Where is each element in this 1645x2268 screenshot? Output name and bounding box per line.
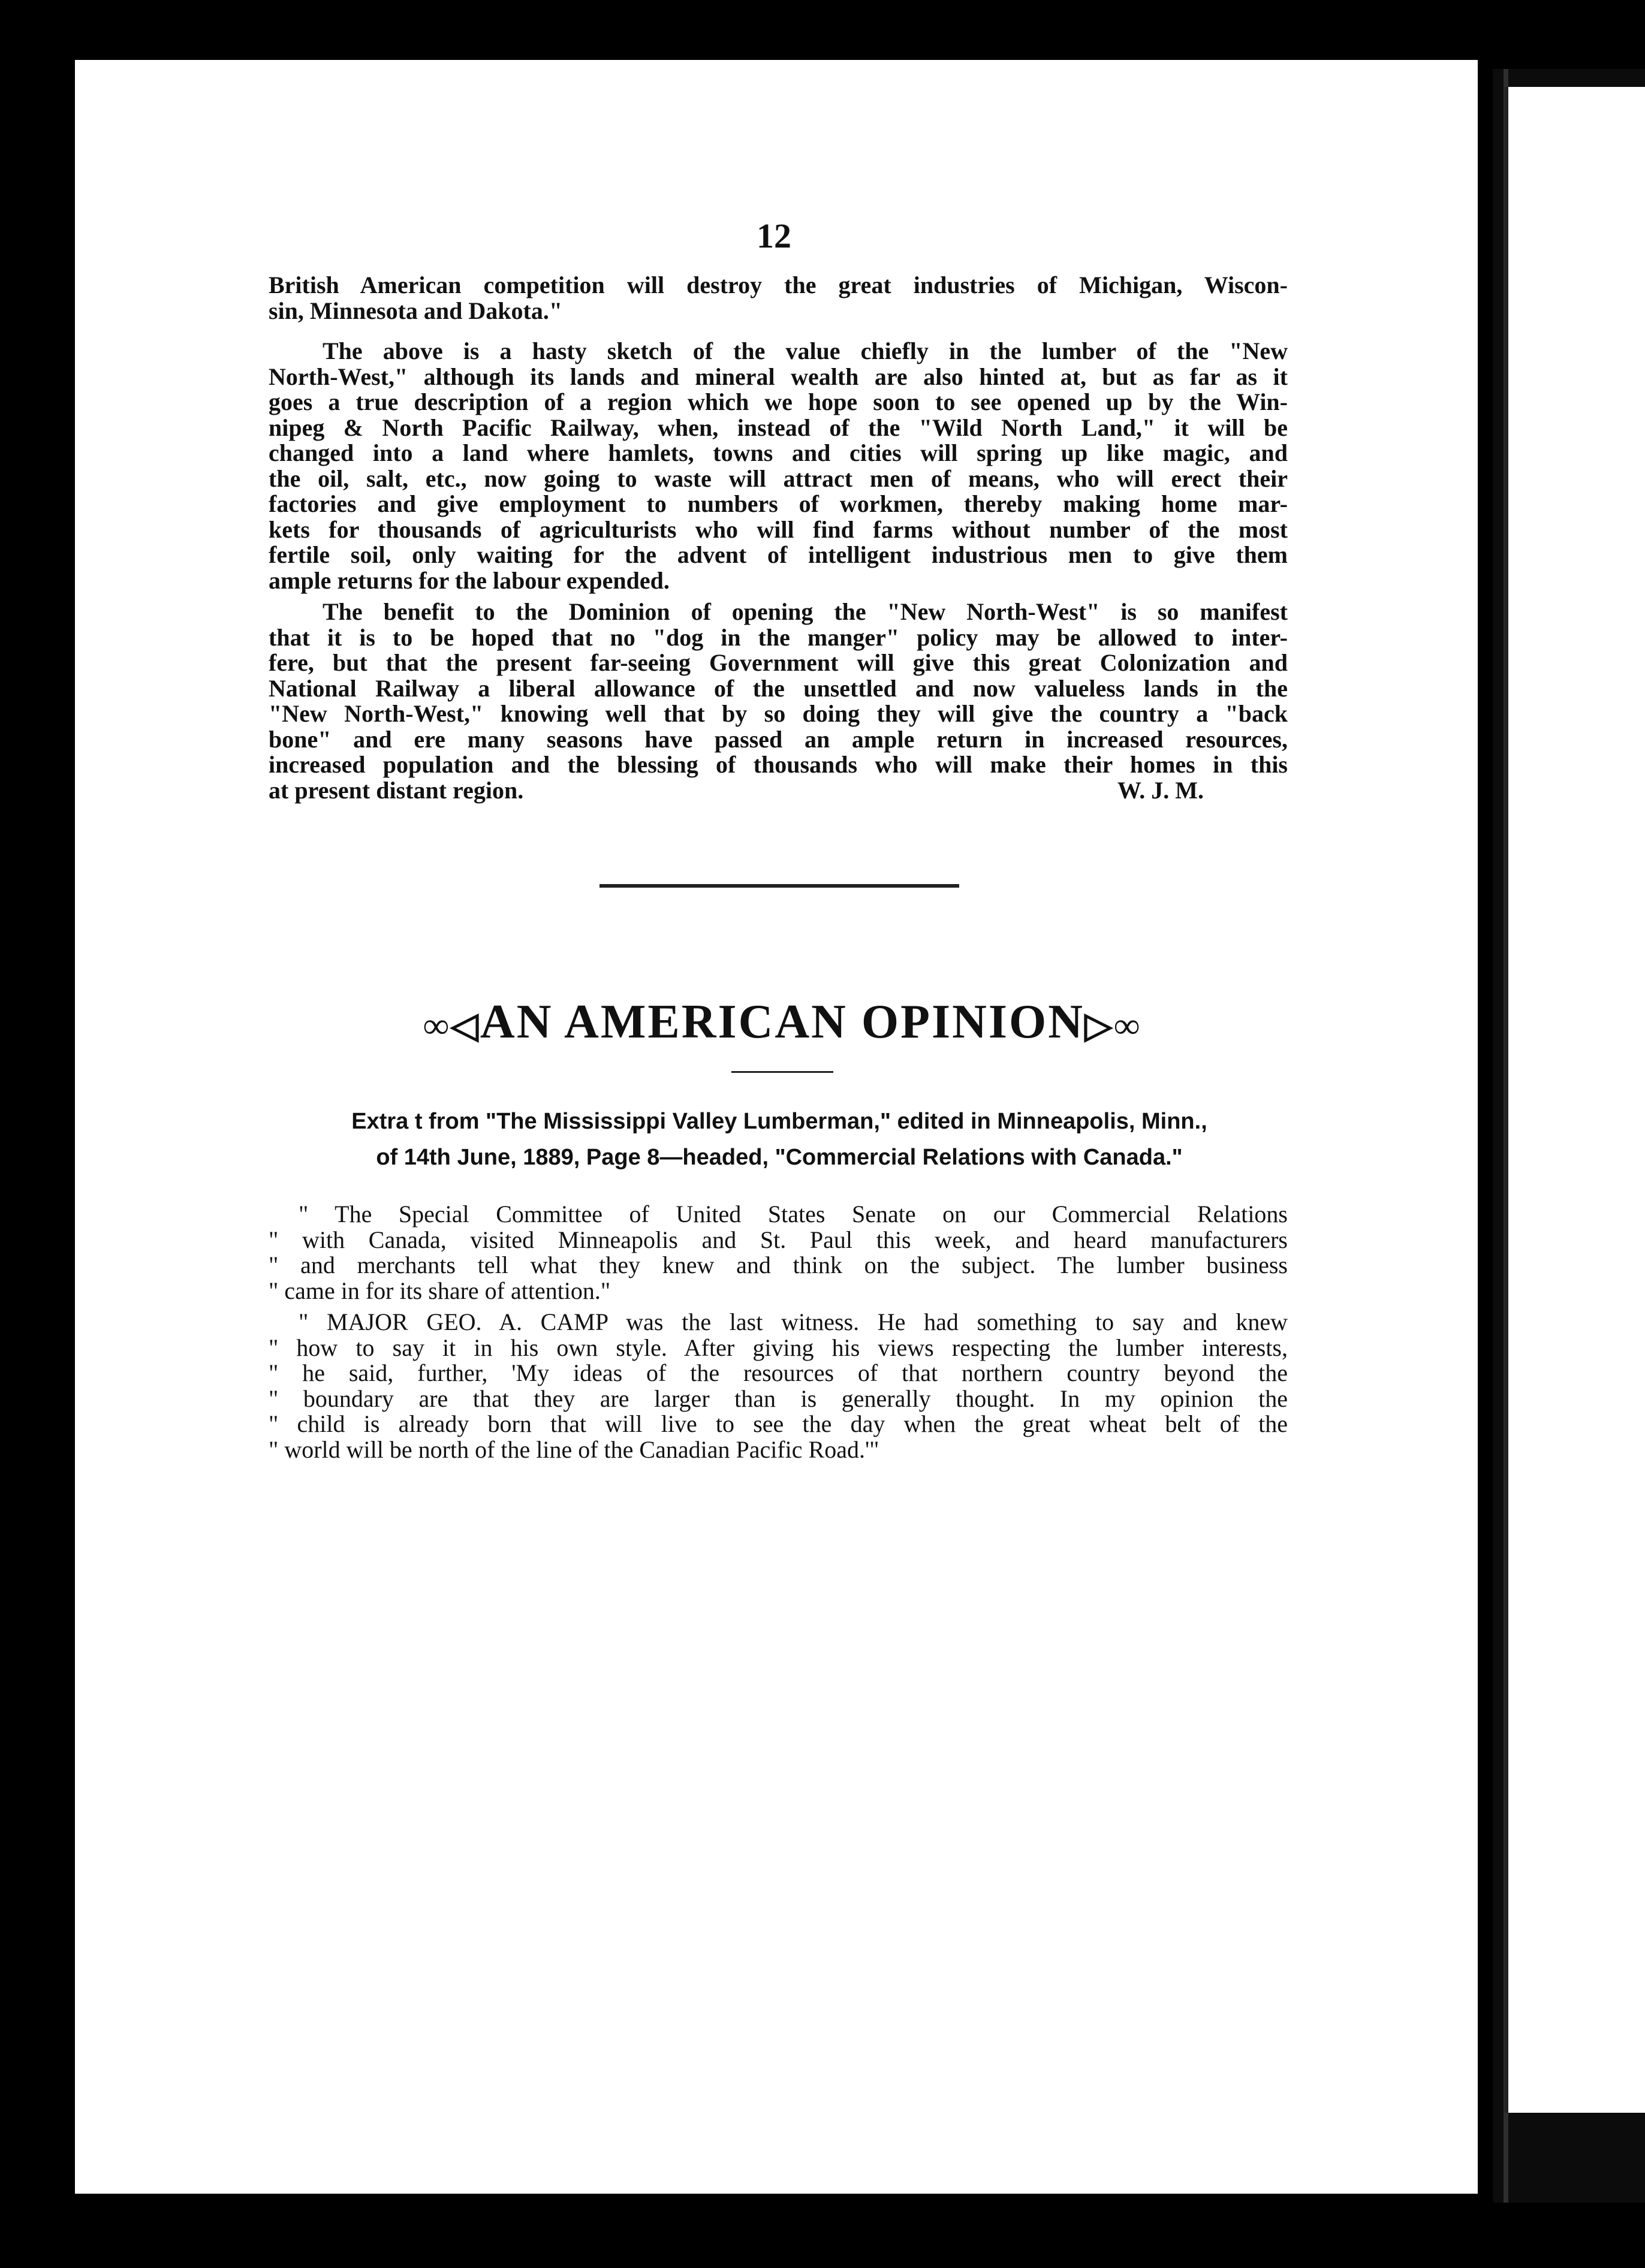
text-line: " how to say it in his own style. After giving his views respecting the lumber interests, — [269, 1334, 1288, 1361]
quote-major-camp — [269, 1310, 1288, 1462]
paragraph-benefit — [269, 599, 1288, 803]
text-line: kets for thousands of agriculturists who will find farms without number of the most — [269, 515, 1288, 543]
text-line: nipeg & North Pacific Railway, when, instead of the "Wild North Land," it will be — [269, 414, 1288, 441]
quote-committee — [269, 1202, 1288, 1304]
text-line: " and merchants tell what they knew and think on the subject. The lumber business — [269, 1251, 1288, 1278]
text-line: The benefit to the Dominion of opening the "New North-West" is so manifest — [323, 598, 1288, 625]
paragraph-sketch — [269, 339, 1288, 593]
text-line: changed into a land where hamlets, towns and cities will spring up like magic, and — [269, 439, 1288, 466]
text-line: fere, but that the present far-seeing Government will give this great Colonization and — [269, 649, 1288, 676]
heading-underline — [731, 1071, 833, 1073]
paragraph-continuation — [269, 273, 1288, 324]
text-line: " with Canada, visited Minneapolis and St. Paul this week, and heard manufacturers — [269, 1226, 1288, 1253]
text-line: goes a true description of a region which we hope soon to see opened up by the Win- — [269, 388, 1288, 415]
text-line — [269, 778, 1288, 804]
text-line: that it is to be hoped that no "dog in the manger" policy may be allowed to inter- — [269, 623, 1288, 651]
text-line: " world will be north of the line of the Canadian Pacific Road.'" — [269, 1435, 879, 1463]
text-line: ample returns for the labour expended. — [269, 566, 670, 594]
text-line: the oil, salt, etc., now going to waste will attract men of means, who will erect their — [269, 465, 1288, 492]
text-line: " child is already born that will live to see the day when the great wheat belt of the — [269, 1410, 1288, 1437]
text-line: National Railway a liberal allowance of the unsettled and now valueless lands in the — [269, 674, 1288, 702]
text-line: British American competition will destroy the great industries of Michigan, Wiscon- — [269, 272, 1288, 298]
text-line: "New North-West," knowing well that by so doing they will give the country a "back — [269, 700, 1288, 727]
right-ornament: ▷∞ — [1084, 1006, 1141, 1045]
text-line: " came in for its share of attention." — [269, 1277, 611, 1304]
text-line: " The Special Committee of United States Senate on our Commercial Relations — [299, 1201, 1288, 1228]
text-line: " boundary are that they are larger than is generally thought. In my opinion the — [269, 1385, 1288, 1412]
text-line: North-West," although its lands and mineral wealth are also hinted at, but as far as it — [269, 363, 1288, 390]
extract-line-2: of 14th June, 1889, Page 8—headed, "Commercial Relations with Canada." — [376, 1145, 1183, 1170]
left-ornament: ∞◁ — [423, 1006, 480, 1045]
adjacent-page-edge — [1505, 87, 1645, 2113]
text-line: The above is a hasty sketch of the value chiefly in the lumber of the "New — [323, 337, 1288, 364]
text-line: fertile soil, only waiting for the advent of intelligent industrious men to give them — [269, 541, 1288, 568]
text-line: sin, Minnesota and Dakota." — [269, 297, 563, 324]
text-line: " he said, further, 'My ideas of the resources of that northern country beyond the — [269, 1359, 1288, 1386]
text-line: increased population and the blessing of thousands who will make their homes in this — [269, 751, 1288, 778]
heading-text: AN AMERICAN OPINION — [480, 996, 1085, 1048]
extract-line-1: Extra t from "The Mississippi Valley Lumberman," edited in Minneapolis, Minn., — [351, 1109, 1207, 1134]
text-line: factories and give employment to numbers of workmen, thereby making home mar- — [269, 490, 1288, 517]
text-line: " MAJOR GEO. A. CAMP was the last witness. He had something to say and knew — [299, 1308, 1288, 1335]
text-fragment: at present distant region. — [269, 776, 524, 804]
page-number: 12 — [757, 216, 791, 255]
section-heading — [420, 995, 1145, 1049]
text-line: bone" and ere many seasons have passed an ample return in increased resources, — [269, 725, 1288, 753]
section-divider — [599, 884, 959, 888]
author-signature: W. J. M. — [1117, 776, 1204, 804]
